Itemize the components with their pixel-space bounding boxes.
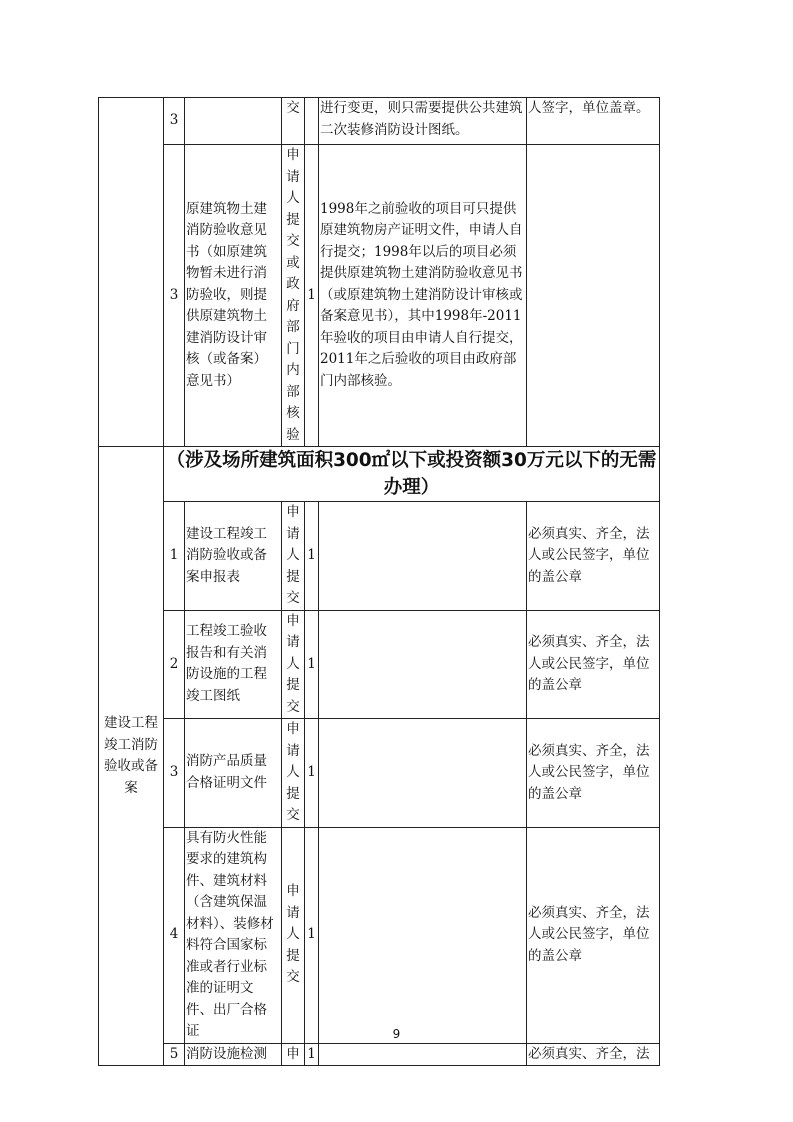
row-number: 1 bbox=[164, 502, 185, 611]
table-row bbox=[99, 145, 660, 447]
requirement: 人签字，单位盖章。 bbox=[527, 98, 660, 145]
material-name: 具有防火性能要求的建筑构件、建筑材料（含建筑保温材料）、装修材料符合国家标准或者行业标准的证明文件、出厂合格证 bbox=[185, 827, 282, 1043]
notes bbox=[319, 719, 527, 828]
copy-count: 1 bbox=[305, 610, 319, 719]
notes: 进行变更，则只需要提供公共建筑二次装修消防设计图纸。 bbox=[319, 98, 527, 145]
copy-count: 1 bbox=[305, 502, 319, 611]
notes: 1998年之前验收的项目可只提供原建筑物房产证明文件，申请人自行提交；1998年以后的项目必须提供原建筑物土建消防验收意见书（或原建筑物土建消防设计审核或备案意见书），其中1998年-2011年验收的项目由申请人自行提交，2011年之后验收的项目由政府部门内部核验。 bbox=[319, 145, 527, 447]
materials-table bbox=[98, 97, 660, 1066]
table-row bbox=[99, 1043, 660, 1066]
material-name: 消防设施检测 bbox=[185, 1043, 282, 1066]
requirement: 必须真实、齐全，法人或公民签字，单位的盖公章 bbox=[527, 719, 660, 828]
section-heading: （涉及场所建筑面积300㎡以下或投资额30万元以下的无需办理） bbox=[164, 447, 660, 502]
table-row bbox=[99, 98, 660, 145]
submit-method: 申请人提交 bbox=[282, 719, 305, 828]
table-row bbox=[99, 827, 660, 1043]
table-row bbox=[99, 719, 660, 828]
copy-count: 1 bbox=[305, 827, 319, 1043]
submit-method: 交 bbox=[282, 98, 305, 145]
submit-method: 申请人提交 bbox=[282, 610, 305, 719]
requirement: 必须真实、齐全，法人或公民签字，单位的盖公章 bbox=[527, 827, 660, 1043]
submit-method: 申请人提交 bbox=[282, 827, 305, 1043]
copy-count: 1 bbox=[305, 145, 319, 447]
requirement: 必须真实、齐全，法人或公民签字，单位的盖公章 bbox=[527, 610, 660, 719]
section-heading-row bbox=[99, 447, 660, 502]
requirement bbox=[527, 145, 660, 447]
submit-method: 申 bbox=[282, 1043, 305, 1066]
submit-method: 申请人提交或政府部门内部核验 bbox=[282, 145, 305, 447]
submit-method: 申请人提交 bbox=[282, 502, 305, 611]
row-number: 3 bbox=[164, 145, 185, 447]
material-name: 消防产品质量合格证明文件 bbox=[185, 719, 282, 828]
material-name bbox=[185, 98, 282, 145]
table-row bbox=[99, 610, 660, 719]
copy-count: 1 bbox=[305, 719, 319, 828]
category-cell-empty bbox=[99, 98, 164, 447]
notes bbox=[319, 610, 527, 719]
category-cell: 建设工程竣工消防验收或备案 bbox=[99, 447, 164, 1066]
material-name: 建设工程竣工消防验收或备案申报表 bbox=[185, 502, 282, 611]
row-number: 3 bbox=[164, 98, 185, 145]
material-name: 原建筑物土建消防验收意见书（如原建筑物暂未进行消防验收，则提供原建筑物土建消防设计审核（或备案）意见书） bbox=[185, 145, 282, 447]
row-number: 5 bbox=[164, 1043, 185, 1066]
row-number: 4 bbox=[164, 827, 185, 1043]
requirement: 必须真实、齐全，法人或公民签字，单位的盖公章 bbox=[527, 502, 660, 611]
material-name: 工程竣工验收报告和有关消防设施的工程竣工图纸 bbox=[185, 610, 282, 719]
row-number: 2 bbox=[164, 610, 185, 719]
notes bbox=[319, 502, 527, 611]
notes bbox=[319, 1043, 527, 1066]
page-number: 9 bbox=[392, 1027, 401, 1041]
requirement: 必须真实、齐全，法 bbox=[527, 1043, 660, 1066]
notes bbox=[319, 827, 527, 1043]
copy-count bbox=[305, 98, 319, 145]
copy-count: 1 bbox=[305, 1043, 319, 1066]
row-number: 3 bbox=[164, 719, 185, 828]
table-row bbox=[99, 502, 660, 611]
